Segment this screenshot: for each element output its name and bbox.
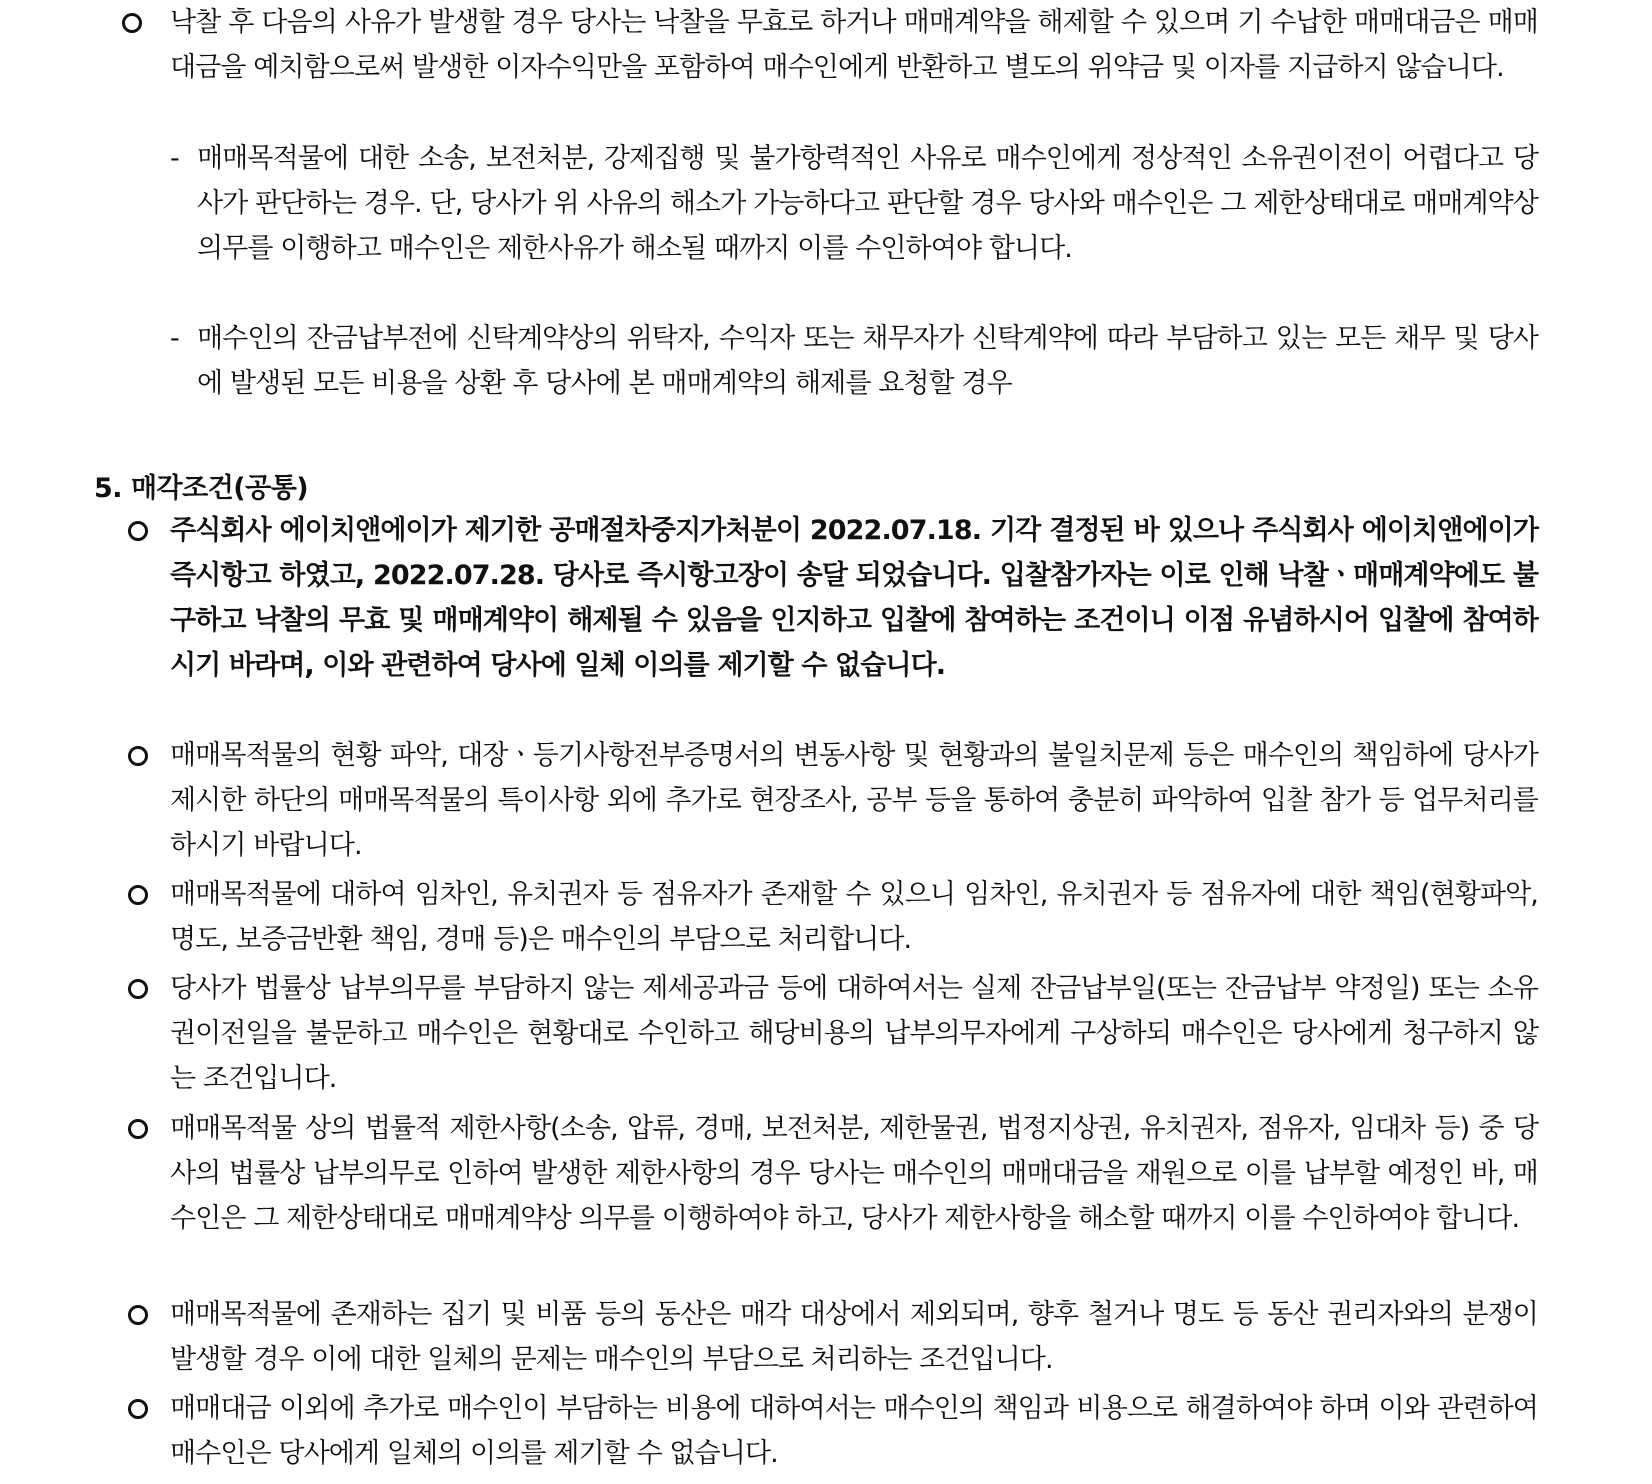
section-bullet-2 (170, 733, 1538, 868)
bullet-circle-icon (128, 979, 148, 999)
bullet-circle-icon (122, 13, 142, 33)
bullet-circle-icon (128, 746, 148, 766)
dash-marker: - (170, 323, 179, 354)
section-bullet-5 (170, 1106, 1538, 1241)
bullet-circle-icon (128, 1119, 148, 1139)
section-bullet-text: 당사가 법률상 납부의무를 부담하지 않는 제세공과금 등에 대하여서는 실제 잔금납부일(또는 잔금납부 약정일) 또는 소유권이전일을 불문하고 매수인은 현황대로 수인하고 해당비용의 납부의무자에게 구상하되 매수인은 당사에게 청구하지 않는 조건입니다. (170, 973, 1538, 1094)
section-bullet-6 (170, 1292, 1538, 1382)
section-bullet-text: 주식회사 에이치앤에이가 제기한 공매절차중지가처분이 2022.07.18. 기각 결정된 바 있으나 주식회사 에이치앤에이가 즉시항고 하였고, 2022.07.28. 당사로 즉시항고장이 송달 되었습니다. 입찰참가자는 이로 인해 낙찰ㆍ매매계약에도 불구하고 낙찰의 무효 및 매매계약이 해제될 수 있음을 인지하고 입찰에 참여하는 조건이니 이점 유념하시어 입찰에 참여하시기 바라며, 이와 관련하여 당사에 일체 이의를 제기할 수 없습니다. (170, 515, 1538, 681)
bullet-circle-icon (128, 521, 148, 541)
section-bullet-text: 매매목적물의 현황 파악, 대장ㆍ등기사항전부증명서의 변동사항 및 현황과의 불일치문제 등은 매수인의 책임하에 당사가 제시한 하단의 매매목적물의 특이사항 외에 추가로 현장조사, 공부 등을 통하여 충분히 파악하여 입찰 참가 등 업무처리를 하시기 바랍니다. (170, 740, 1538, 861)
sub-item-2 (170, 316, 1538, 406)
section-bullet-3 (170, 872, 1538, 962)
sub-item-text: 매수인의 잔금납부전에 신탁계약상의 위탁자, 수익자 또는 채무자가 신탁계약에 따라 부담하고 있는 모든 채무 및 당사에 발생된 모든 비용을 상환 후 당사에 본 매매계약의 해제를 요청할 경우 (197, 323, 1538, 399)
section-bullet-text: 매매목적물에 대하여 임차인, 유치권자 등 점유자가 존재할 수 있으니 임차인, 유치권자 등 점유자에 대한 책임(현황파악, 명도, 보증금반환 책임, 경매 등)은 매수인의 부담으로 처리합니다. (170, 879, 1538, 955)
intro-bullet (170, 0, 1538, 90)
dash-marker: - (170, 143, 179, 174)
bullet-circle-icon (128, 885, 148, 905)
section-bullet-7 (170, 1386, 1538, 1476)
bullet-circle-icon (128, 1399, 148, 1419)
intro-bullet-text: 낙찰 후 다음의 사유가 발생할 경우 당사는 낙찰을 무효로 하거나 매매계약을 해제할 수 있으며 기 수납한 매매대금은 매매대금을 예치함으로써 발생한 이자수익만을 포함하여 매수인에게 반환하고 별도의 위약금 및 이자를 지급하지 않습니다. (170, 7, 1538, 83)
section-bullet-4 (170, 966, 1538, 1101)
section-bullet-text: 매매목적물에 존재하는 집기 및 비품 등의 동산은 매각 대상에서 제외되며, 향후 철거나 명도 등 동산 권리자와의 분쟁이 발생할 경우 이에 대한 일체의 문제는 매수인의 부담으로 처리하는 조건입니다. (170, 1299, 1538, 1375)
section-heading: 5. 매각조건(공통) (94, 473, 309, 504)
section-bullet-1 (170, 508, 1538, 688)
section-bullet-text: 매매목적물 상의 법률적 제한사항(소송, 압류, 경매, 보전처분, 제한물권, 법정지상권, 유치권자, 점유자, 임대차 등) 중 당사의 법률상 납부의무로 인하여 발생한 제한사항의 경우 당사는 매수인의 매매대금을 재원으로 이를 납부할 예정인 바, 매수인은 그 제한상태대로 매매계약상 의무를 이행하여야 하고, 당사가 제한사항을 해소할 때까지 이를 수인하여야 합니다. (170, 1113, 1538, 1234)
sub-item-text: 매매목적물에 대한 소송, 보전처분, 강제집행 및 불가항력적인 사유로 매수인에게 정상적인 소유권이전이 어렵다고 당사가 판단하는 경우. 단, 당사가 위 사유의 해소가 가능하다고 판단할 경우 당사와 매수인은 그 제한상태대로 매매계약상 의무를 이행하고 매수인은 제한사유가 해소될 때까지 이를 수인하여야 합니다. (197, 143, 1538, 264)
section-bullet-text: 매매대금 이외에 추가로 매수인이 부담하는 비용에 대하여서는 매수인의 책임과 비용으로 해결하여야 하며 이와 관련하여 매수인은 당사에게 일체의 이의를 제기할 수 없습니다. (170, 1393, 1538, 1469)
bullet-circle-icon (128, 1305, 148, 1325)
sub-item-1 (170, 136, 1538, 271)
